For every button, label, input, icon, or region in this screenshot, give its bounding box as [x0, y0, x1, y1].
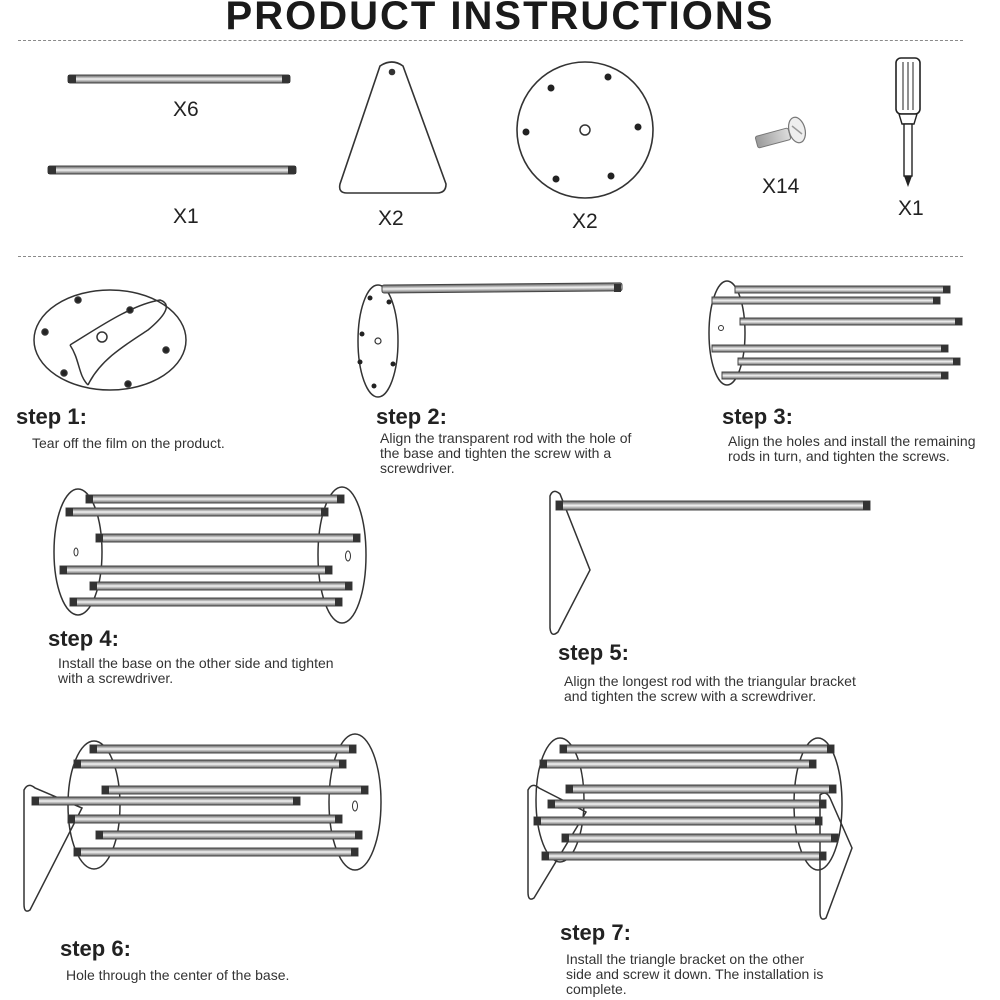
short-rod-qty: X6 — [173, 98, 199, 121]
step4-text: Install the base on the other side and tighten with a screwdriver. — [58, 655, 334, 686]
short-rod-part-icon — [68, 75, 290, 83]
step3-illustration — [709, 281, 962, 385]
step3-label: step 3: — [722, 404, 793, 429]
step4-label: step 4: — [48, 626, 119, 651]
step5-label: step 5: — [558, 640, 629, 665]
long-rod-qty: X1 — [173, 205, 199, 228]
step6-label: step 6: — [60, 936, 131, 961]
step5-illustration — [550, 491, 870, 634]
triangle-bracket-part-icon — [340, 62, 446, 193]
step1-illustration — [34, 290, 186, 390]
screwdriver-part-icon — [896, 58, 920, 187]
round-base-qty: X2 — [572, 210, 598, 233]
step1-text: Tear off the film on the product. — [32, 435, 225, 451]
step6-illustration — [24, 734, 381, 911]
step5-text: Align the longest rod with the triangular bracket and tighten the screw with a screwdriver. — [564, 673, 856, 704]
step2-label: step 2: — [376, 404, 447, 429]
step7-illustration — [528, 738, 852, 919]
round-base-part-icon — [517, 62, 653, 198]
screw-qty: X14 — [762, 175, 800, 198]
long-rod-part-icon — [48, 166, 296, 174]
screwdriver-qty: X1 — [898, 197, 924, 220]
step7-text: Install the triangle bracket on the other side and screw it down. The installation is complete. — [566, 951, 824, 997]
triangle-bracket-qty: X2 — [378, 207, 404, 230]
step2-illustration — [358, 283, 623, 397]
screw-part-icon — [755, 115, 808, 148]
step6-text: Hole through the center of the base. — [66, 967, 290, 983]
step4-illustration — [54, 487, 366, 623]
page-title: PRODUCT INSTRUCTIONS — [225, 0, 775, 38]
step1-label: step 1: — [16, 404, 87, 429]
step7-label: step 7: — [560, 920, 631, 945]
step2-text: Align the transparent rod with the hole of the base and tighten the screw with a screwdriver. — [380, 430, 632, 476]
step3-text: Align the holes and install the remaining rods in turn, and tighten the screws. — [728, 433, 976, 464]
